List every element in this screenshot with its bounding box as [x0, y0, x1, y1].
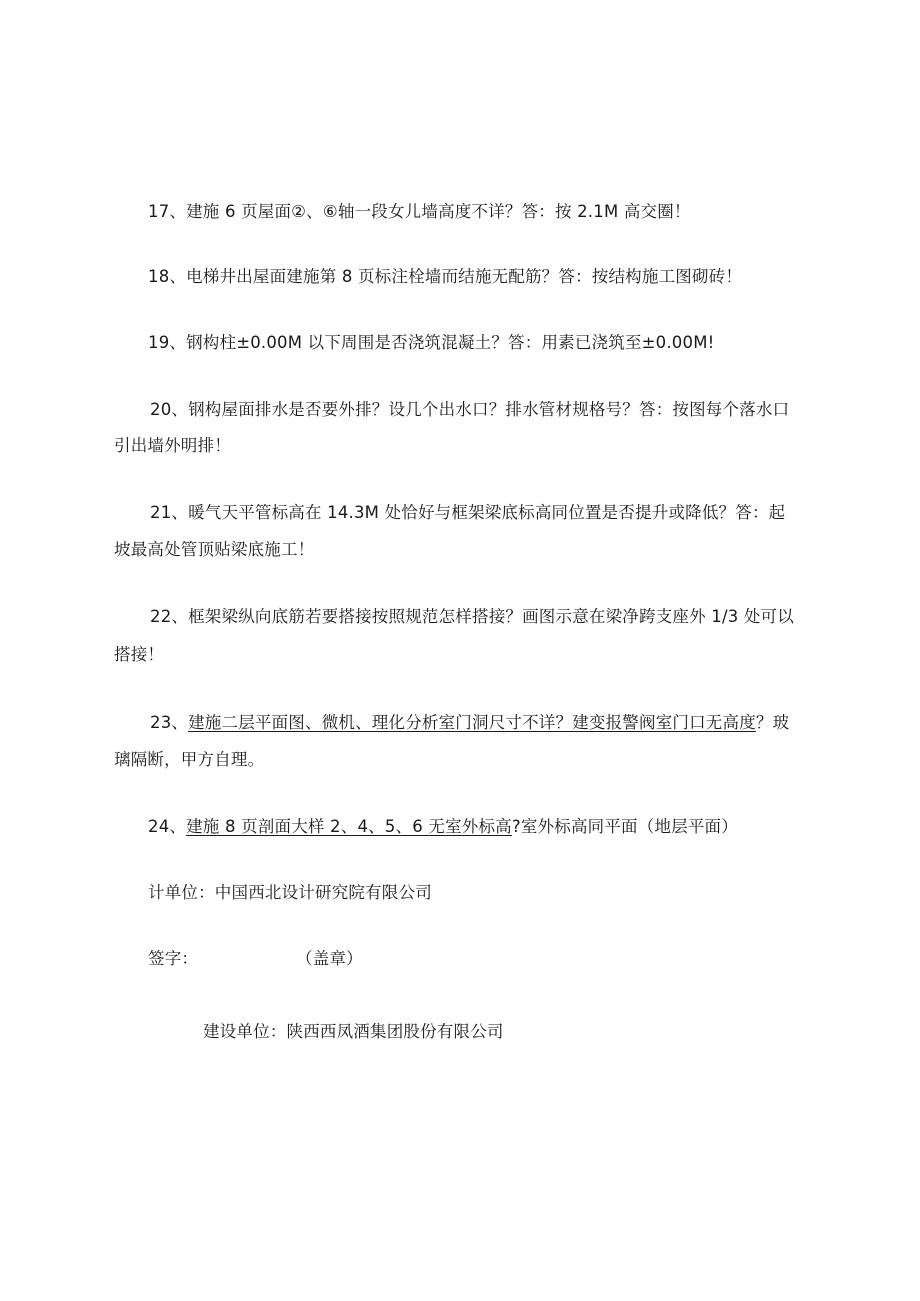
construction-unit: 建设单位：陕西西凤酒集团股份有限公司	[203, 1022, 504, 1041]
item-21-line2: 坡最高处管顶贴梁底施工！	[114, 540, 315, 559]
item-23-underlined-text: 建施二层平面图、微机、理化分析室门洞尺寸不详？建变报警阀室门口无高度	[188, 713, 756, 732]
item-24-underlined-text: 建施 8 页剖面大样 2、4、5、6 无室外标高	[186, 817, 512, 836]
item-21-line1: 21、暖气天平管标高在 14.3M 处恰好与框架梁底标高同位置是否提升或降低？答：起	[150, 503, 786, 522]
item-20-line2: 引出墙外明排！	[114, 436, 231, 455]
item-18: 18、电梯井出屋面建施第 8 页标注栓墙而结施无配筋？答：按结构施工图砌砖！	[148, 267, 743, 286]
item-23-line1	[150, 713, 789, 733]
item-20-line1: 20、钢构屋面排水是否要外排？设几个出水口？排水管材规格号？答：按图每个落水口	[150, 400, 790, 419]
design-unit: 计单位：中国西北设计研究院有限公司	[148, 883, 432, 902]
item-22-line1: 22、框架梁纵向底筋若要搭接按照规范怎样搭接？画图示意在梁净跨支座外 1/3 处可以	[150, 607, 794, 626]
item-23-number: 23、	[150, 713, 189, 732]
item-24-number: 24、	[148, 817, 187, 836]
item-19: 19、钢构柱±0.00M 以下周围是否浇筑混凝土？答：用素已浇筑至±0.00M!	[148, 333, 715, 352]
item-24-rest: ?室外标高同平面（地层平面）	[511, 817, 738, 836]
item-23-rest: ？玻	[755, 713, 790, 732]
item-22-line2: 搭接！	[114, 645, 165, 664]
seal-label: （盖章）	[296, 949, 363, 968]
item-17: 17、建施 6 页屋面②、⑥轴一段女儿墙高度不详？答：按 2.1M 高交圈！	[148, 202, 691, 221]
item-23-line2: 璃隔断，甲方自理。	[114, 750, 265, 769]
item-24	[148, 817, 738, 837]
signature-label: 签字：	[148, 949, 199, 968]
